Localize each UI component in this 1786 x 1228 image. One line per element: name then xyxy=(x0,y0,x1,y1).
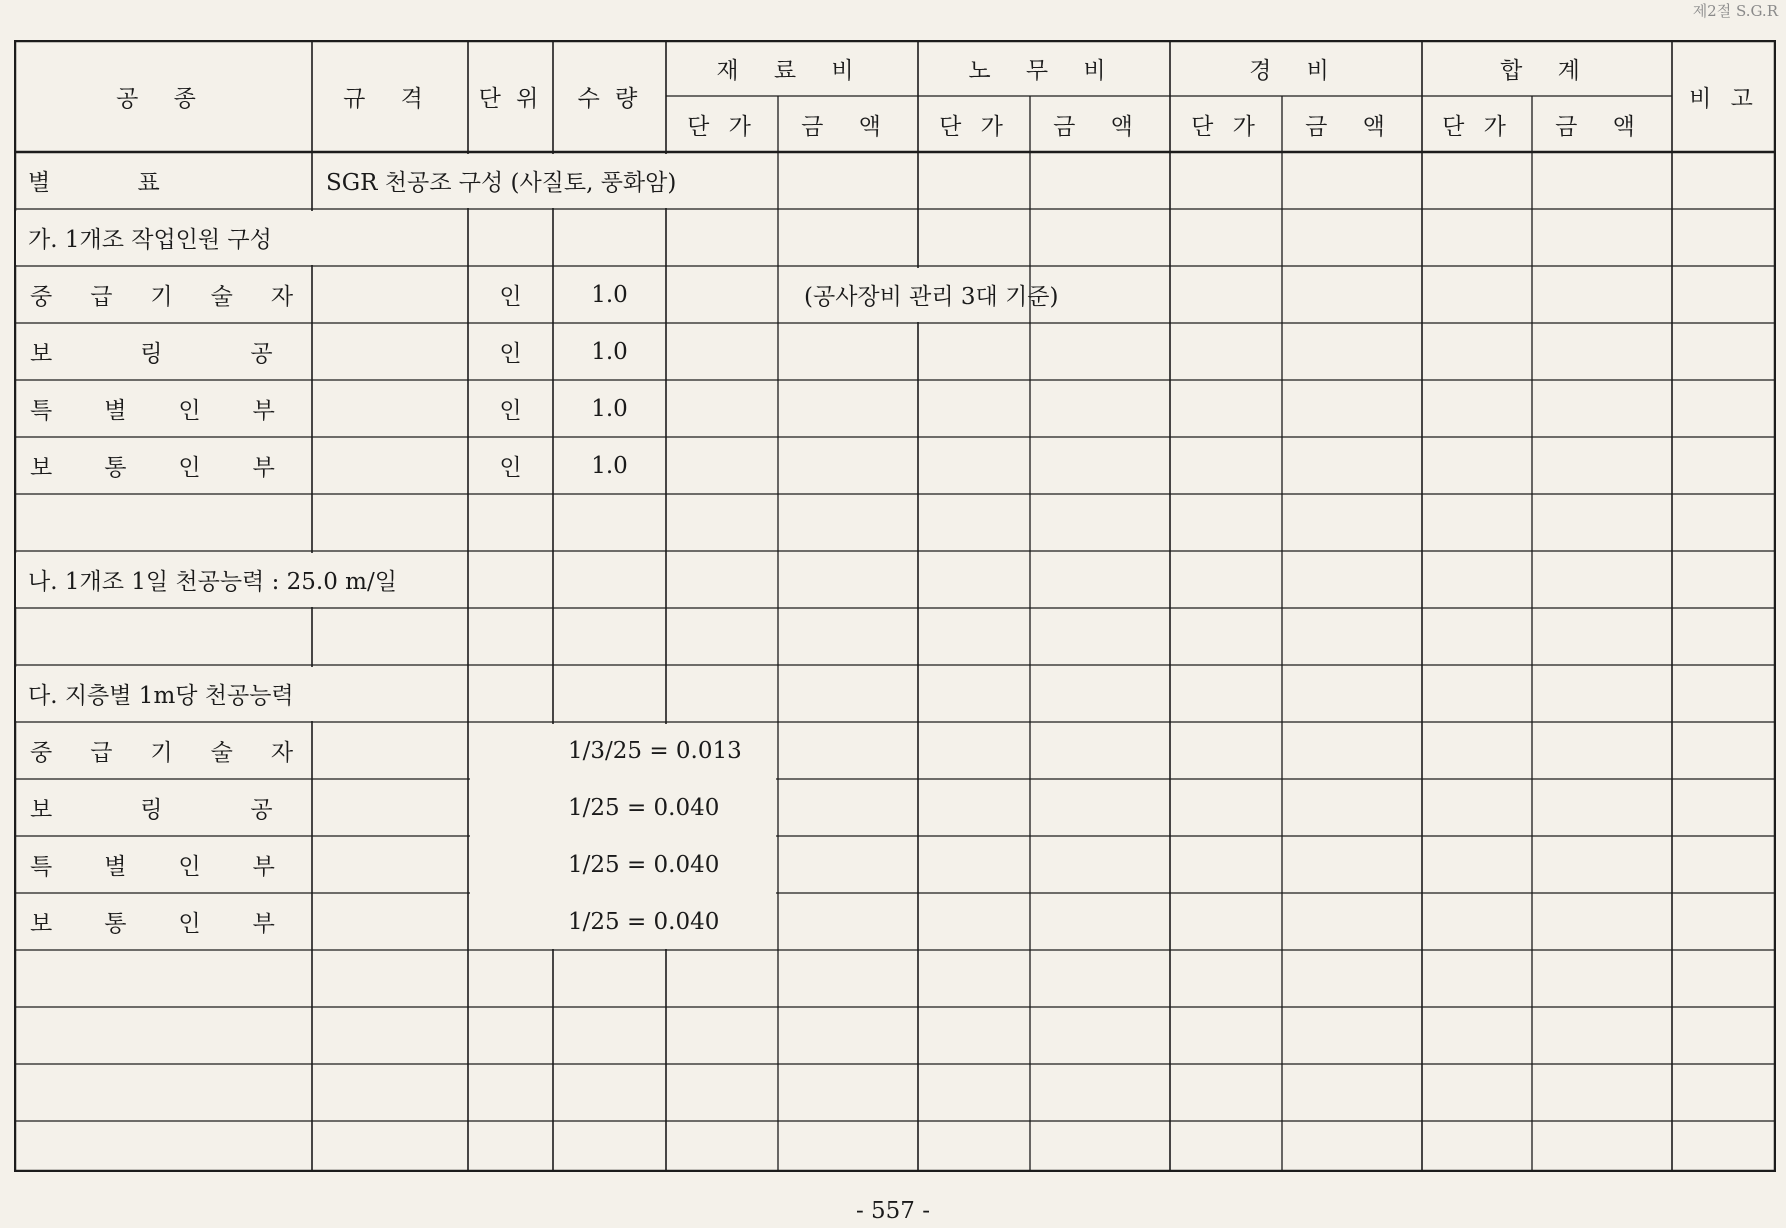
row-11-name xyxy=(14,779,361,836)
header-total-unit-price: 단 가 xyxy=(1442,113,1512,140)
section-header-note: 제2절 S.G.R xyxy=(1692,2,1778,20)
row-13-name-text: 보통인부 xyxy=(30,911,327,937)
row-2-unit: 인 xyxy=(499,284,522,310)
row-0-spec: SGR 천공조 구성 (사질토, 풍화암) xyxy=(326,170,677,196)
row-0-name: 별 표 xyxy=(28,170,200,196)
page-number: - 557 - xyxy=(855,1198,931,1224)
header-remarks: 비 고 xyxy=(1689,85,1759,112)
header-labor-amount: 금 액 xyxy=(1053,113,1147,140)
row-7-section-title: 나. 1개조 1일 천공능력 : 25.0 m/일 xyxy=(28,569,397,595)
row-5-unit: 인 xyxy=(499,455,522,481)
row-11-name-text: 보링공 xyxy=(30,797,361,823)
header-expense: 경 비 xyxy=(1249,57,1343,84)
row-5-name xyxy=(14,437,327,494)
header-total-amount: 금 액 xyxy=(1555,113,1649,140)
header-material-amount: 금 액 xyxy=(801,113,895,140)
header-work-type: 공 종 xyxy=(116,85,210,112)
row-12-name-text: 특별인부 xyxy=(30,854,327,880)
row-1-section-title: 가. 1개조 작업인원 구성 xyxy=(28,227,272,253)
header-material-cost: 재 료 비 xyxy=(716,57,868,84)
header-expense-amount: 금 액 xyxy=(1305,113,1399,140)
header-unit: 단 위 xyxy=(478,85,543,112)
row-3-qty: 1.0 xyxy=(591,338,628,365)
row-4-qty: 1.0 xyxy=(591,395,628,422)
row-12-name xyxy=(14,836,327,893)
row-10-formula: 1/3/25 = 0.013 xyxy=(568,737,742,764)
header-labor-cost: 노 무 비 xyxy=(968,57,1120,84)
row-3-unit: 인 xyxy=(499,341,522,367)
row-13-name xyxy=(14,893,327,950)
row-2-qty: 1.0 xyxy=(591,281,628,308)
row-2-note: (공사장비 관리 3대 기준) xyxy=(804,284,1059,310)
header-expense-unit-price: 단 가 xyxy=(1191,113,1261,140)
row-9-section-title: 다. 지층별 1m당 천공능력 xyxy=(28,683,294,709)
row-5-qty: 1.0 xyxy=(591,452,628,479)
row-4-name-text: 특별인부 xyxy=(30,398,327,424)
row-4-name xyxy=(14,380,327,437)
row-2-name-text: 중급기술자 xyxy=(30,284,332,310)
row-3-name-text: 보링공 xyxy=(30,341,361,367)
row-3-name xyxy=(14,323,361,380)
row-11-formula: 1/25 = 0.040 xyxy=(568,794,720,821)
row-13-formula: 1/25 = 0.040 xyxy=(568,908,720,935)
cost-breakdown-table xyxy=(14,40,1776,1172)
row-10-name-text: 중급기술자 xyxy=(30,740,332,766)
row-12-formula: 1/25 = 0.040 xyxy=(568,851,720,878)
header-material-unit-price: 단 가 xyxy=(687,113,757,140)
header-spec: 규 격 xyxy=(343,85,437,112)
row-5-name-text: 보통인부 xyxy=(30,455,327,481)
header-quantity: 수 량 xyxy=(577,85,642,112)
row-2-name xyxy=(14,266,332,323)
header-total: 합 계 xyxy=(1500,57,1594,84)
header-labor-unit-price: 단 가 xyxy=(939,113,1009,140)
row-4-unit: 인 xyxy=(499,398,522,424)
row-10-name xyxy=(14,722,332,779)
